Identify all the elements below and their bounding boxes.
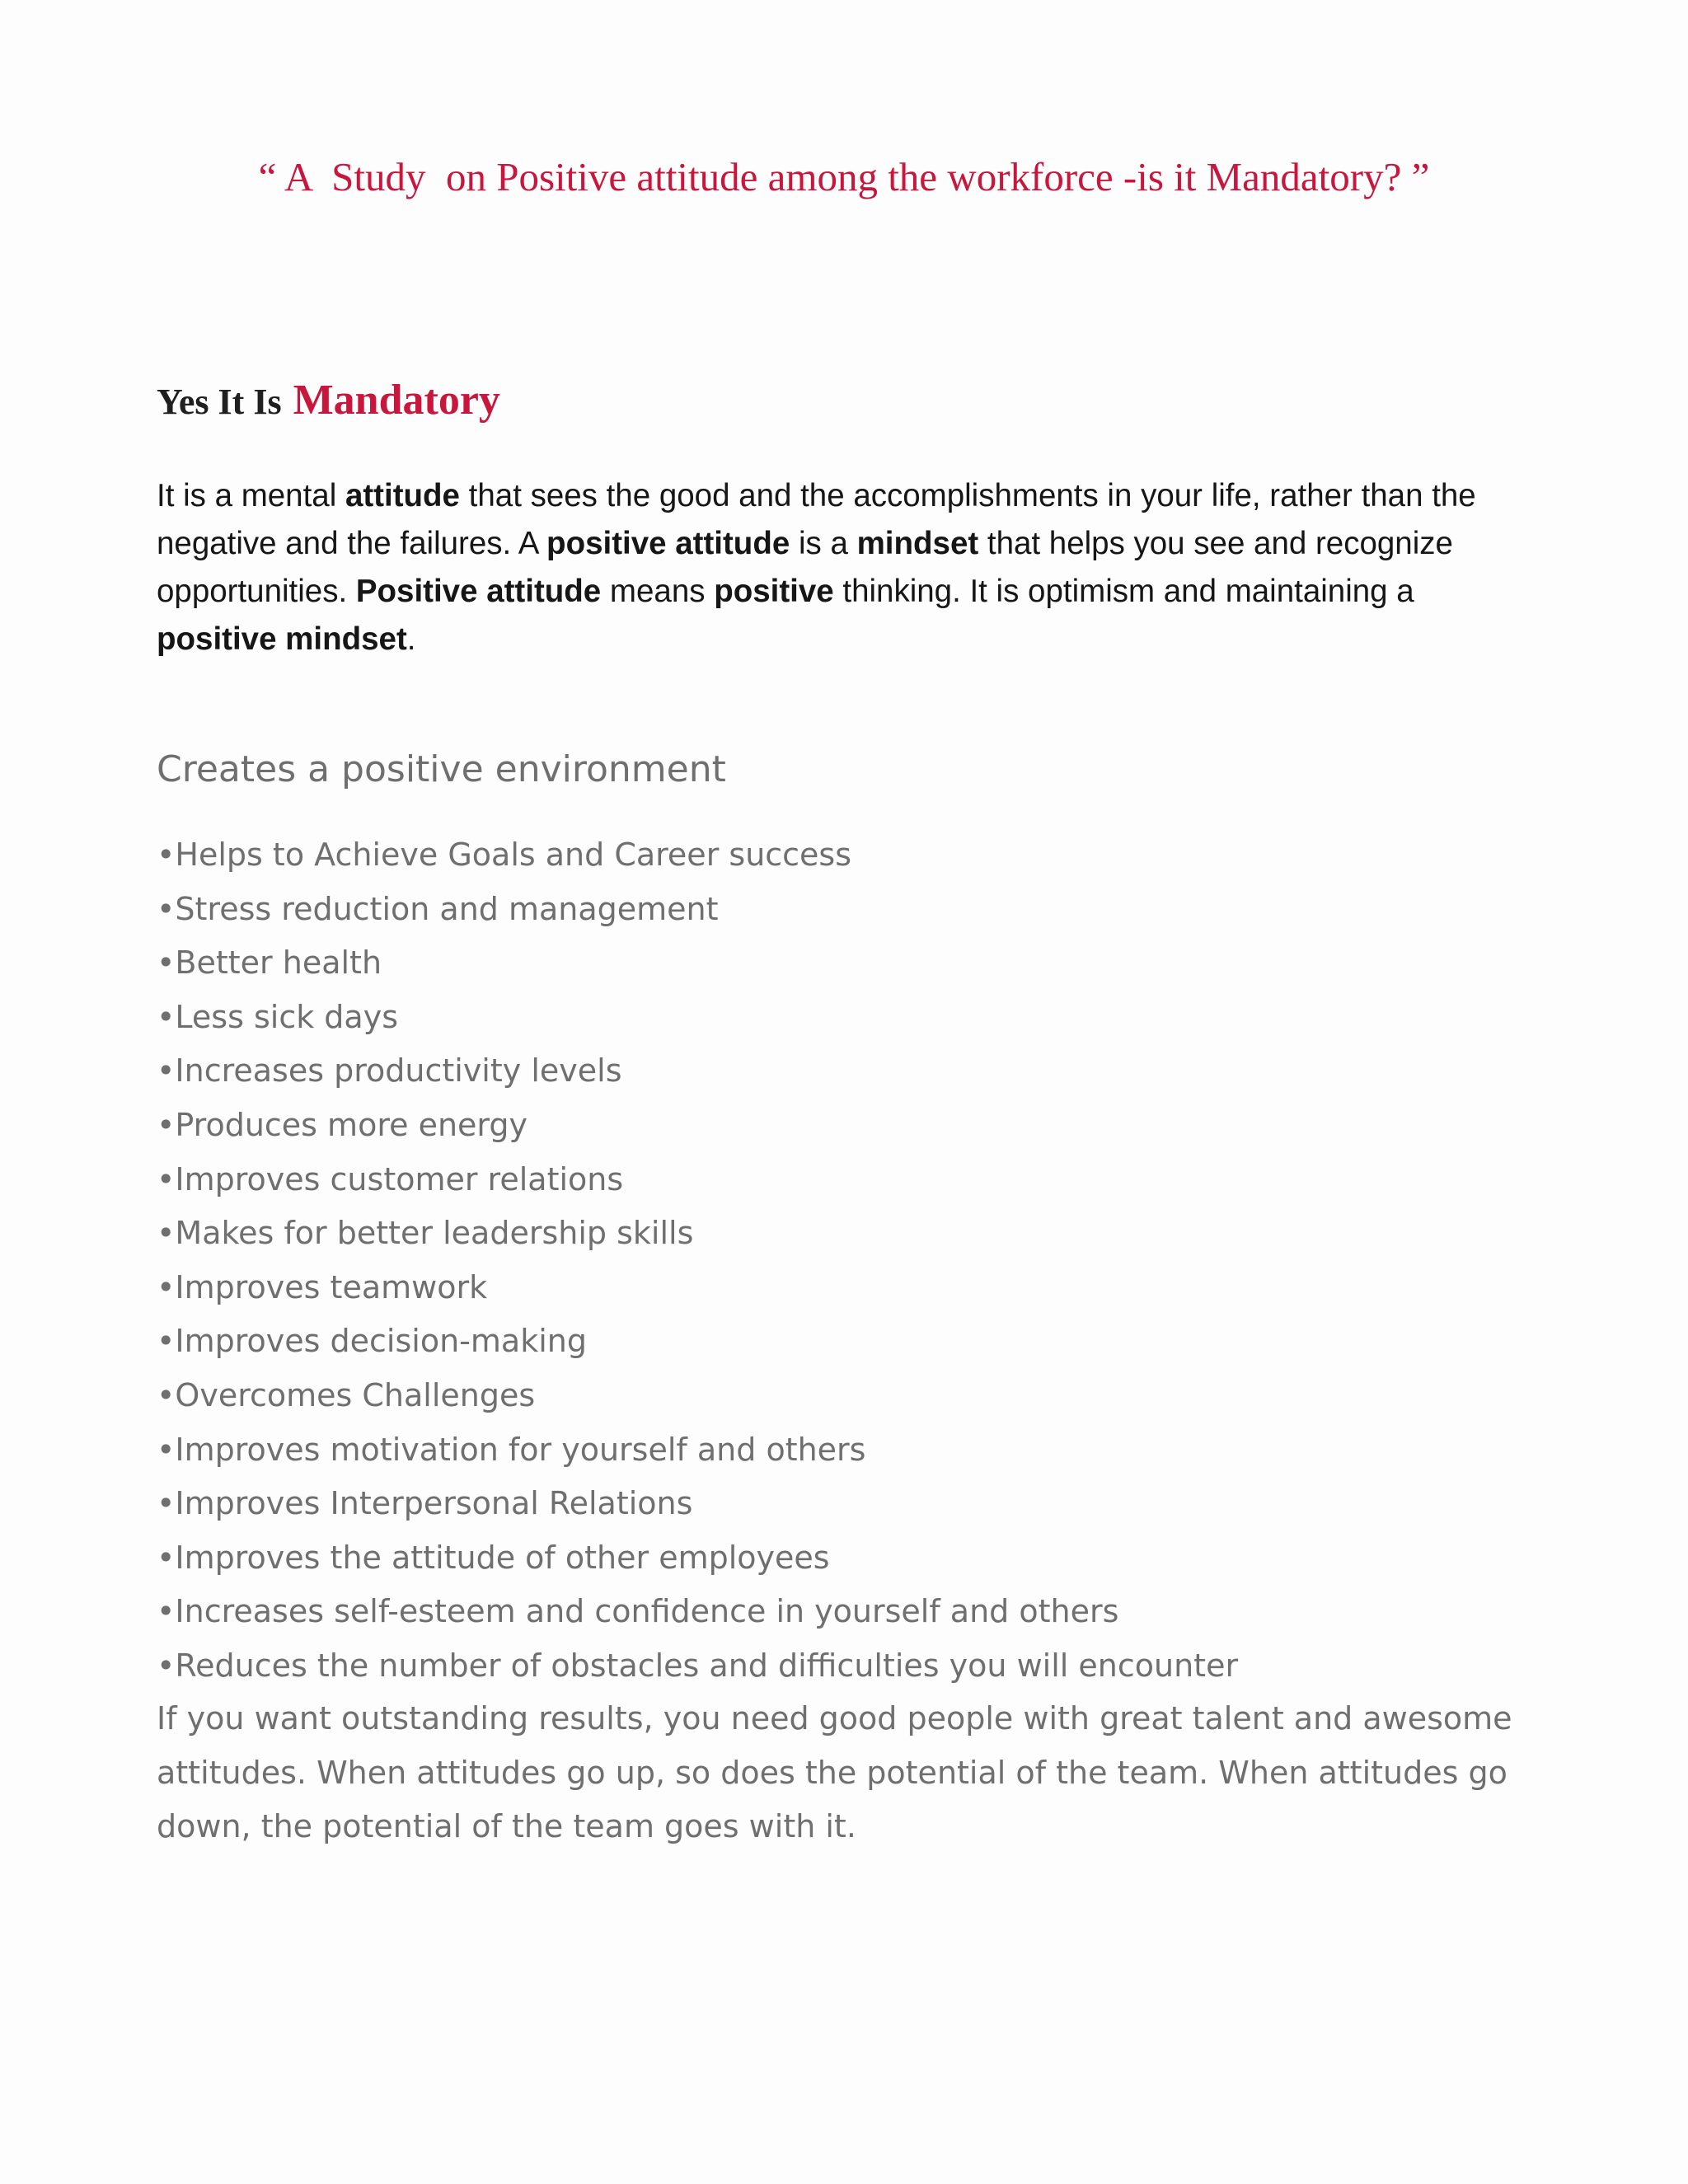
list-item: •Improves the attitude of other employees (157, 1539, 830, 1576)
intro-text: that sees the good and the accomplishments in your life, rather than the negative and the failures. A (157, 478, 1476, 561)
intro-bold-text: mindset (856, 526, 979, 561)
list-item: •Improves motivation for yourself and others (157, 1431, 866, 1468)
heading-emphasis: Mandatory (293, 377, 500, 424)
intro-bold-text: attitude (345, 478, 460, 513)
intro-text: It is a mental (157, 478, 345, 513)
intro-bold-text: positive attitude (546, 526, 790, 561)
list-item: •Makes for better leadership skills (157, 1215, 694, 1252)
heading-prefix: Yes It Is (157, 382, 282, 422)
section-heading (157, 376, 500, 424)
list-item: •Helps to Achieve Goals and Career success (157, 837, 852, 873)
intro-paragraph (157, 472, 1508, 663)
intro-text: . (406, 621, 416, 657)
list-item: •Produces more energy (157, 1106, 528, 1143)
intro-bold-text: positive mindset (157, 621, 407, 657)
intro-text: that helps you see and recognize opportunities. (157, 526, 1453, 609)
list-item: •Stress reduction and management (157, 890, 719, 927)
intro-text: is a (790, 526, 857, 561)
intro-text: thinking. It is optimism and maintaining a (833, 574, 1414, 609)
intro-bold-text: Positive attitude (355, 574, 602, 609)
list-item: •Less sick days (157, 998, 398, 1035)
page-title: “ A Study on Positive attitude among the workforce -is it Mandatory? ” (258, 154, 1430, 199)
list-item: •Improves Interpersonal Relations (157, 1485, 693, 1522)
closing-paragraph: If you want outstanding results, you need good people with great talent and awesome attitudes. When attitudes go up, so does the potential of the team. When attitudes go down, the potential of the team goes with it. (157, 1700, 1512, 1845)
benefits-subheading: Creates a positive environment (157, 748, 726, 790)
list-item: •Improves customer relations (157, 1160, 624, 1197)
list-item: •Overcomes Challenges (157, 1376, 536, 1413)
list-item: •Improves teamwork (157, 1268, 488, 1305)
intro-text: means (601, 574, 715, 609)
list-item: •Increases self-esteem and confidence in yourself and others (157, 1593, 1119, 1630)
benefits-list (157, 828, 1238, 1694)
list-item: •Reduces the number of obstacles and difficulties you will encounter (157, 1647, 1239, 1684)
list-item: •Improves decision-making (157, 1323, 587, 1360)
intro-bold-text: positive (714, 574, 834, 609)
list-item: •Increases productivity levels (157, 1052, 622, 1090)
list-item: •Better health (157, 944, 382, 982)
